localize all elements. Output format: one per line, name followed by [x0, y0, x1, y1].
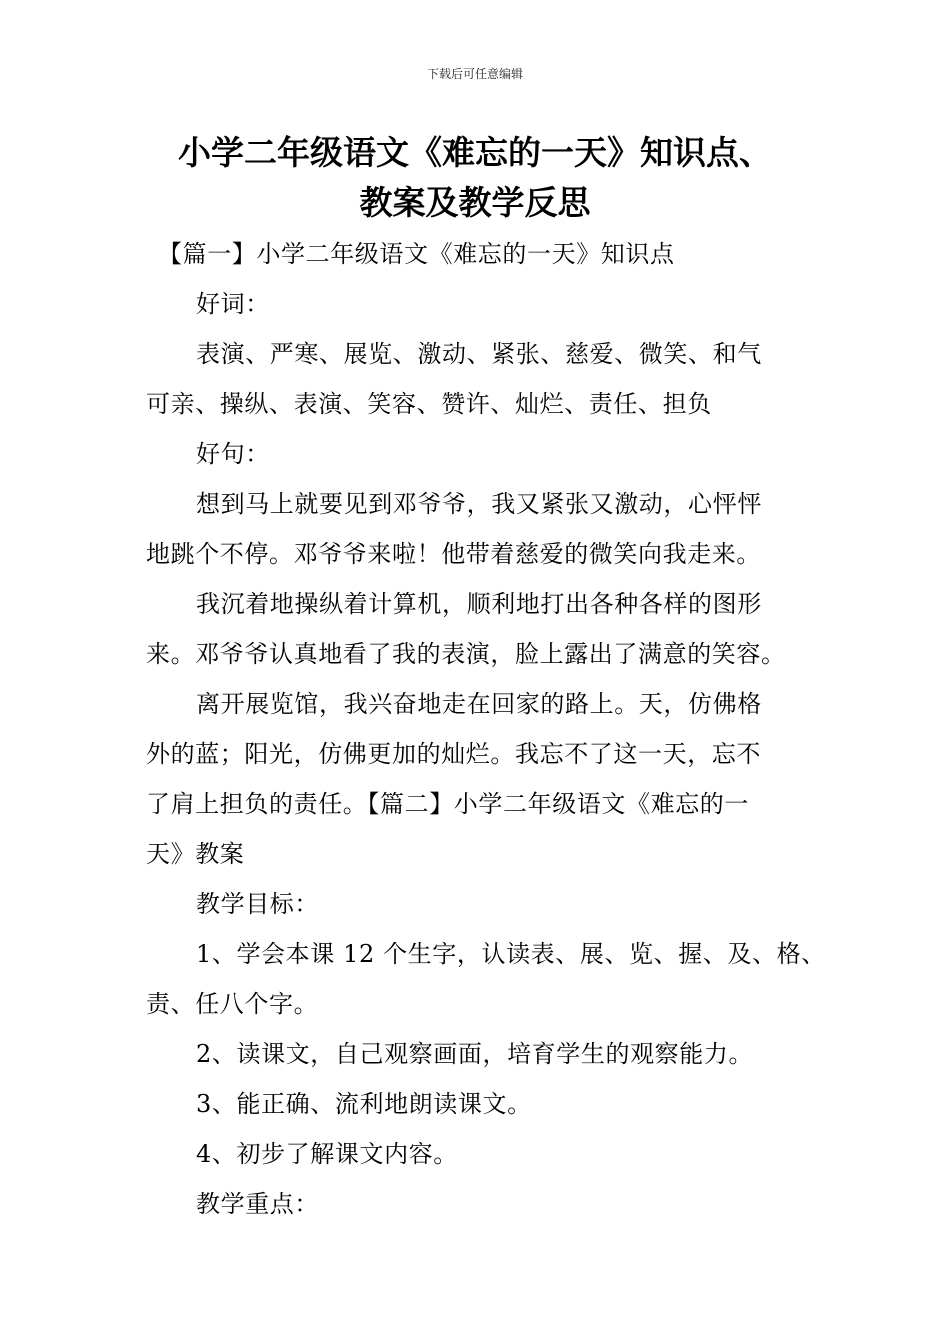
section-heading-1: 【篇一】小学二年级语文《难忘的一天》知识点: [158, 240, 675, 268]
paragraph-label: 教学目标：: [196, 890, 319, 918]
text-line: 了肩上担负的责任。【篇二】小学二年级语文《难忘的一: [146, 790, 749, 818]
list-item: 3、能正确、流利地朗读课文。: [196, 1090, 532, 1118]
list-item: 1、学会本课 12 个生字，认读表、展、览、握、及、格、: [196, 940, 826, 968]
document-title: [100, 128, 850, 228]
text-line: 来。邓爷爷认真地看了我的表演，脸上露出了满意的笑容。: [146, 640, 786, 668]
text-line: 外的蓝；阳光，仿佛更加的灿烂。我忘不了这一天，忘不: [146, 740, 761, 768]
header-note: 下载后可任意编辑: [426, 67, 523, 81]
list-item: 2、读课文，自己观察画面，培育学生的观察能力。: [196, 1040, 754, 1068]
paragraph-label: 教学重点：: [196, 1190, 319, 1218]
list-item-continuation: 责、任八个字。: [146, 990, 319, 1018]
list-item: 4、初步了解课文内容。: [196, 1140, 458, 1168]
title-line-2: 教案及教学反思: [359, 183, 591, 222]
paragraph-label: 好句：: [196, 440, 270, 468]
text-line: 想到马上就要见到邓爷爷，我又紧张又激动，心怦怦: [196, 490, 762, 518]
text-line: 表演、严寒、展览、激动、紧张、慈爱、微笑、和气: [196, 340, 762, 368]
text-line: 天》教案: [146, 840, 245, 868]
document-body: [146, 229, 826, 1229]
text-line: 可亲、操纵、表演、笑容、赞许、灿烂、责任、担负: [146, 390, 712, 418]
paragraph-label: 好词：: [196, 290, 270, 318]
text-line: 离开展览馆，我兴奋地走在回家的路上。天，仿佛格: [196, 690, 762, 718]
text-line: 地跳个不停。邓爷爷来啦！他带着慈爱的微笑向我走来。: [146, 540, 761, 568]
text-line: 我沉着地操纵着计算机，顺利地打出各种各样的图形: [196, 590, 762, 618]
title-line-1: 小学二年级语文《难忘的一天》知识点、: [178, 133, 772, 172]
